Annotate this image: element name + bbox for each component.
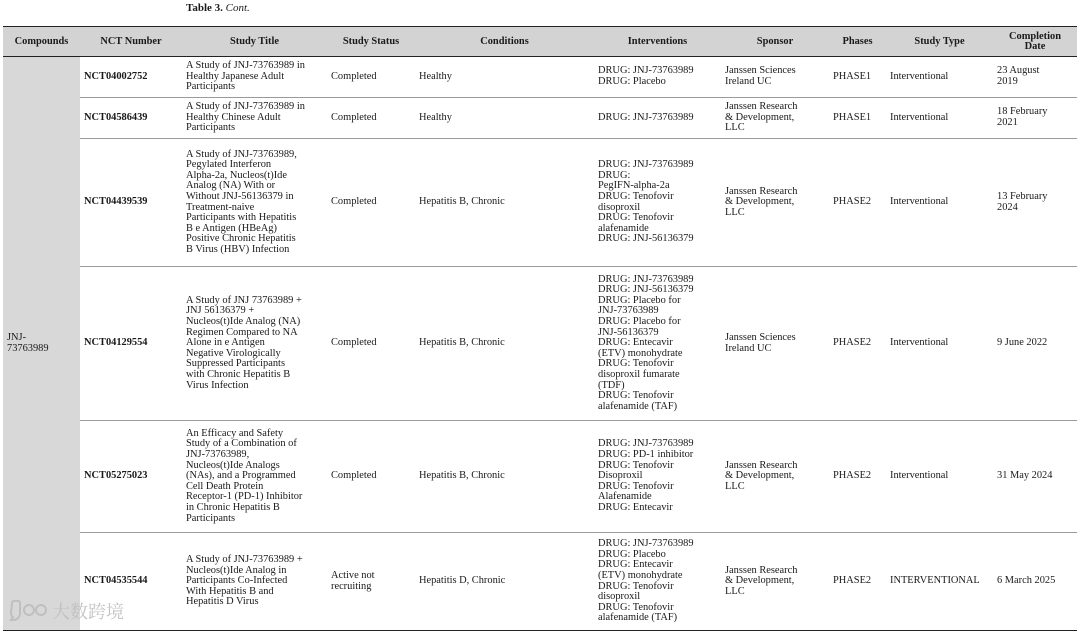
study-title-cell: A Study of JNJ-73763989, Pegylated Interferon Alpha-2a, Nucleos(t)Ide Analog (NA) With or Without JNJ-56136379 in Treatment-naive Participants with Hepatitis B e Antigen (HBeAg) Positive Chronic Hepatitis B Virus (HBV) Infection	[182, 139, 327, 267]
study-title-cell: A Study of JNJ-73763989 in Healthy Chinese Adult Participants	[182, 98, 327, 139]
nct-number-cell: NCT04129554	[80, 267, 182, 421]
phases-cell: PHASE2	[829, 421, 886, 533]
completion-date-cell: 31 May 2024	[993, 421, 1077, 533]
phases-cell: PHASE1	[829, 98, 886, 139]
completion-date-cell: 9 June 2022	[993, 267, 1077, 421]
study-title-cell: An Efficacy and Safety Study of a Combination of JNJ-73763989, Nucleos(t)Ide Analogs (NAs), and a Programmed Cell Death Protein Receptor-1 (PD-1) Inhibitor in Chronic Hepatitis B Participants	[182, 421, 327, 533]
header-phases: Phases	[829, 27, 886, 57]
interventions-cell: DRUG: JNJ-73763989	[594, 98, 721, 139]
study-type-cell: INTERVENTIONAL	[886, 533, 993, 631]
watermark-text: 大数跨境	[52, 602, 124, 623]
compound-cell: JNJ- 73763989	[3, 57, 80, 631]
sponsor-cell: Janssen Research & Development, LLC	[721, 98, 829, 139]
header-conditions: Conditions	[415, 27, 594, 57]
table-row	[3, 139, 1077, 267]
study-title-cell: A Study of JNJ 73763989 + JNJ 56136379 + Nucleos(t)Ide Analog (NA) Regimen Compared to NA Alone in e Antigen Negative Virologically Suppressed Participants with Chronic Hepatitis B Virus Infection	[182, 267, 327, 421]
table-row	[3, 57, 1077, 98]
sponsor-cell: Janssen Sciences Ireland UC	[721, 267, 829, 421]
conditions-cell: Healthy	[415, 57, 594, 98]
header-study-status: Study Status	[327, 27, 415, 57]
table-row	[3, 267, 1077, 421]
study-status-cell: Completed	[327, 267, 415, 421]
conditions-cell: Healthy	[415, 98, 594, 139]
header-completion-date: Completion Date	[993, 27, 1077, 57]
study-type-cell: Interventional	[886, 267, 993, 421]
sponsor-cell: Janssen Research & Development, LLC	[721, 533, 829, 631]
completion-date-cell: 6 March 2025	[993, 533, 1077, 631]
sponsor-cell: Janssen Research & Development, LLC	[721, 421, 829, 533]
study-title-cell: A Study of JNJ-73763989 + Nucleos(t)Ide Analog in Participants Co-Infected With Hepatitis B and Hepatitis D Virus	[182, 533, 327, 631]
study-status-cell: Active not recruiting	[327, 533, 415, 631]
table-row	[3, 421, 1077, 533]
header-interventions: Interventions	[594, 27, 721, 57]
table-caption	[186, 2, 250, 14]
interventions-cell: DRUG: JNJ-73763989 DRUG: Placebo DRUG: Entecavir (ETV) monohydrate DRUG: Tenofovir disoproxil DRUG: Tenofovir alafenamide (TAF)	[594, 533, 721, 631]
table-row	[3, 533, 1077, 631]
sponsor-cell: Janssen Sciences Ireland UC	[721, 57, 829, 98]
completion-date-cell: 18 February 2021	[993, 98, 1077, 139]
nct-number-cell: NCT04535544	[80, 533, 182, 631]
header-row	[3, 27, 1077, 57]
phases-cell: PHASE1	[829, 57, 886, 98]
nct-number-cell: NCT05275023	[80, 421, 182, 533]
study-status-cell: Completed	[327, 57, 415, 98]
sponsor-cell: Janssen Research & Development, LLC	[721, 139, 829, 267]
conditions-cell: Hepatitis D, Chronic	[415, 533, 594, 631]
study-status-cell: Completed	[327, 98, 415, 139]
study-type-cell: Interventional	[886, 421, 993, 533]
interventions-cell: DRUG: JNJ-73763989 DRUG: PegIFN-alpha-2a DRUG: Tenofovir disoproxil DRUG: Tenofovir alafenamide DRUG: JNJ-56136379	[594, 139, 721, 267]
phases-cell: PHASE2	[829, 139, 886, 267]
study-type-cell: Interventional	[886, 57, 993, 98]
study-type-cell: Interventional	[886, 98, 993, 139]
header-study-type: Study Type	[886, 27, 993, 57]
study-type-cell: Interventional	[886, 139, 993, 267]
table-row	[3, 98, 1077, 139]
table-caption-suffix: Cont.	[225, 2, 250, 14]
interventions-cell: DRUG: JNJ-73763989 DRUG: JNJ-56136379 DRUG: Placebo for JNJ-73763989 DRUG: Placebo for JNJ-56136379 DRUG: Entecavir (ETV) monohydrate DRUG: Tenofovir disoproxil fumarate (TDF) DRUG: Tenofovir alafenamide (TAF)	[594, 267, 721, 421]
header-study-title: Study Title	[182, 27, 327, 57]
header-nct-number: NCT Number	[80, 27, 182, 57]
chat-bubble-logo-icon	[8, 600, 48, 622]
study-status-cell: Completed	[327, 421, 415, 533]
study-title-cell: A Study of JNJ-73763989 in Healthy Japanese Adult Participants	[182, 57, 327, 98]
interventions-cell: DRUG: JNJ-73763989 DRUG: Placebo	[594, 57, 721, 98]
phases-cell: PHASE2	[829, 267, 886, 421]
interventions-cell: DRUG: JNJ-73763989 DRUG: PD-1 inhibitor DRUG: Tenofovir Disoproxil DRUG: Tenofovir Alafenamide DRUG: Entecavir	[594, 421, 721, 533]
conditions-cell: Hepatitis B, Chronic	[415, 421, 594, 533]
nct-number-cell: NCT04439539	[80, 139, 182, 267]
conditions-cell: Hepatitis B, Chronic	[415, 139, 594, 267]
completion-date-cell: 13 February 2024	[993, 139, 1077, 267]
table-caption-label: Table 3.	[186, 2, 223, 14]
nct-number-cell: NCT04002752	[80, 57, 182, 98]
header-compounds: Compounds	[3, 27, 80, 57]
study-status-cell: Completed	[327, 139, 415, 267]
clinical-trials-table	[3, 26, 1077, 631]
completion-date-cell: 23 August 2019	[993, 57, 1077, 98]
nct-number-cell: NCT04586439	[80, 98, 182, 139]
header-sponsor: Sponsor	[721, 27, 829, 57]
phases-cell: PHASE2	[829, 533, 886, 631]
conditions-cell: Hepatitis B, Chronic	[415, 267, 594, 421]
watermark	[8, 598, 124, 624]
